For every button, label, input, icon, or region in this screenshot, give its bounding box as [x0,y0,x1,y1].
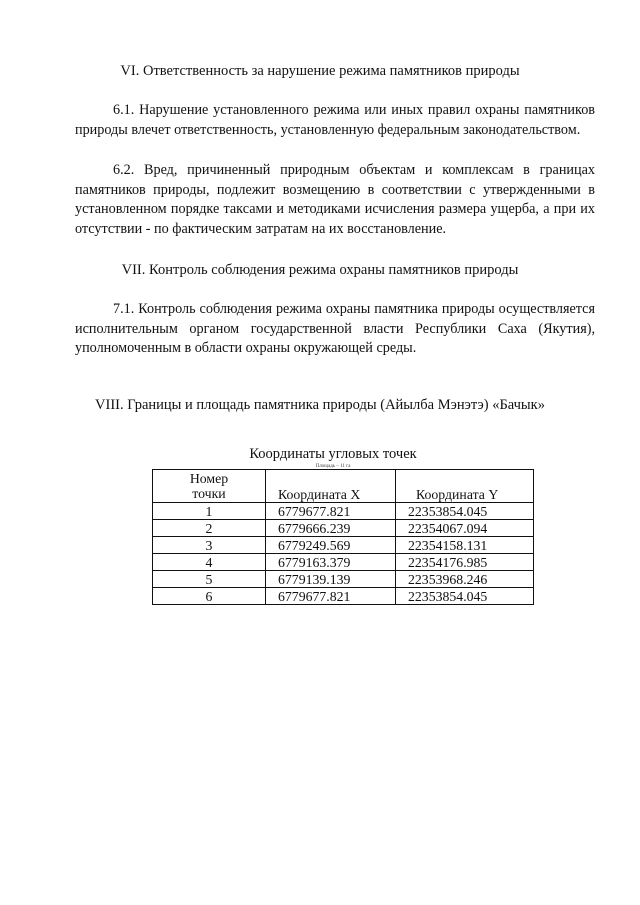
paragraph-7-1: 7.1. Контроль соблюдения режима охраны памятника природы осуществляется исполнительным органом государственной власти Республики Саха (Якутия), уполномоченным в области охраны окружающей среды. [75,301,595,357]
table-row [153,503,534,520]
cell-coord-x: 6779249.569 [266,537,396,554]
cell-coord-x: 6779163.379 [266,554,396,571]
table-row [153,520,534,537]
cell-coord-y: 22354158.131 [396,537,534,554]
cell-coord-y: 22353854.045 [396,588,534,605]
cell-point-number: 5 [153,571,266,588]
table-area-note: Площадь – 11 га [315,464,351,469]
cell-coord-x: 6779666.239 [266,520,396,537]
table-row [153,554,534,571]
header-point-number-line1: Номер [189,471,229,486]
cell-coord-y: 22353968.246 [396,571,534,588]
cell-coord-x: 6779139.139 [266,571,396,588]
cell-point-number: 3 [153,537,266,554]
section-8-heading: VIII. Границы и площадь памятника природы (Айылбa Мэнэтэ) «Бачык» [95,397,545,413]
cell-point-number: 2 [153,520,266,537]
paragraph-6-1: 6.1. Нарушение установленного режима или иных правил охраны памятников природы влечет ответственность, установленную федеральным законодательством. [75,102,595,138]
cell-point-number: 6 [153,588,266,605]
header-point-number-line2: точки [192,486,226,501]
cell-coord-x: 6779677.821 [266,588,396,605]
cell-point-number: 4 [153,554,266,571]
section-6-heading: VI. Ответственность за нарушение режима памятников природы [120,63,520,79]
coordinates-table [152,469,534,605]
header-coord-x: Координата X [266,470,396,503]
table-title: Координаты угловых точек [249,446,417,462]
table-row [153,588,534,605]
cell-coord-y: 22354176.985 [396,554,534,571]
table-header-row [153,470,534,503]
cell-coord-y: 22354067.094 [396,520,534,537]
table-row [153,537,534,554]
cell-point-number: 1 [153,503,266,520]
header-point-number [153,470,266,503]
header-coord-y: Координата Y [396,470,534,503]
cell-coord-x: 6779677.821 [266,503,396,520]
paragraph-6-2: 6.2. Вред, причиненный природным объектам и комплексам в границах памятников природы, подлежит возмещению в соответствии с утвержденными в установленном порядке таксами и методиками исчисления размера ущерба, а при их отсутствии - по фактическим затратам на их восстановление. [75,162,595,237]
cell-coord-y: 22353854.045 [396,503,534,520]
section-7-heading: VII. Контроль соблюдения режима охраны памятников природы [121,262,519,278]
table-row [153,571,534,588]
